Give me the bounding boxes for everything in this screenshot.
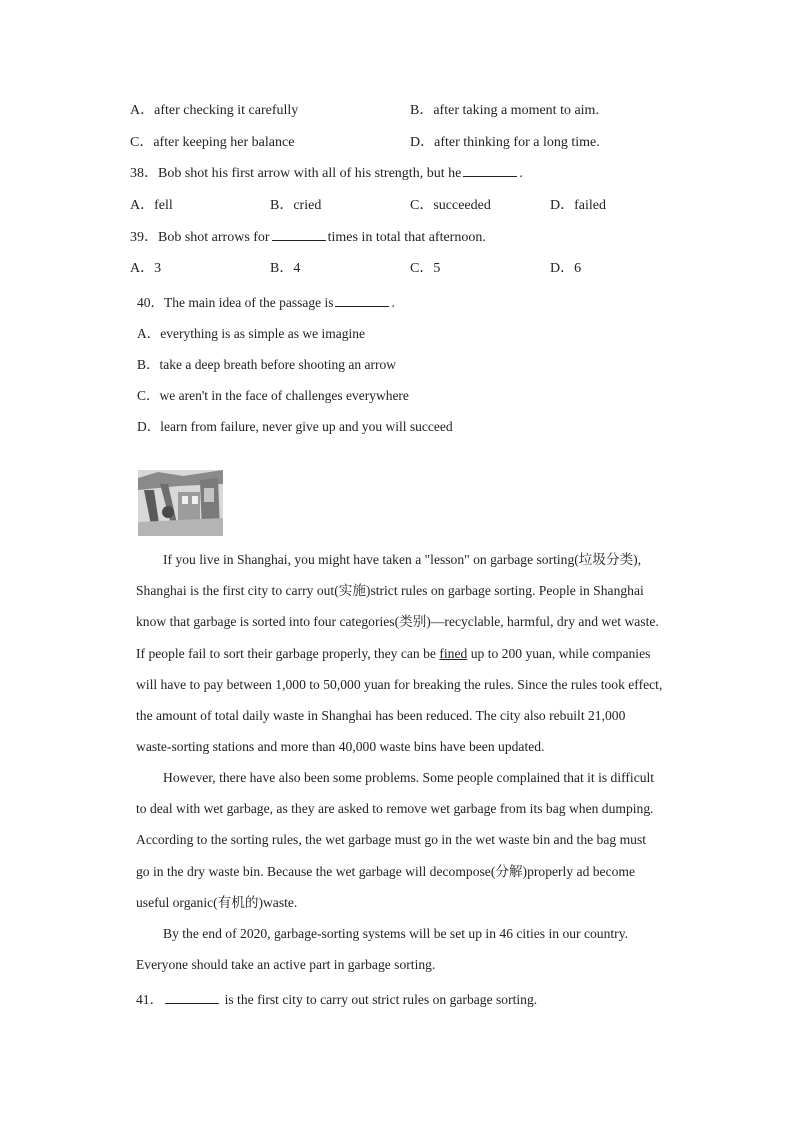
passage-paragraph-3 xyxy=(136,918,666,980)
passage-line: According to the sorting rules, the wet garbage must go in the wet waste bin and the bag must xyxy=(136,832,647,848)
passage-line: useful organic(有机的)waste. xyxy=(136,894,298,910)
underlined-word-fined: fined xyxy=(439,645,468,661)
passage-line: If you live in Shanghai, you might have taken a "lesson" on garbage sorting(垃圾分类), xyxy=(163,552,642,567)
garbage-sorting-photo xyxy=(138,470,223,536)
passage-line: Shanghai is the first city to carry out(实施)strict rules on garbage sorting. People in Shanghai xyxy=(136,583,644,599)
answer-blank xyxy=(335,294,389,307)
q38-option-c: C．succeeded xyxy=(410,198,491,213)
passage-line: However, there have also been some problems. Some people complained that it is difficult xyxy=(163,770,655,785)
q39-stem-text: 39．Bob shot arrows for xyxy=(130,230,270,245)
q39-option-b: B．4 xyxy=(270,261,301,276)
passage-line: will have to pay between 1,000 to 50,000 yuan for breaking the rules. Since the rules took effect, xyxy=(136,676,663,692)
q38-stem xyxy=(130,162,523,182)
q38-option-d: D．failed xyxy=(550,198,606,213)
passage-line: By the end of 2020, garbage-sorting systems will be set up in 46 cities in our country. xyxy=(163,926,629,941)
passage-line: go in the dry waste bin. Because the wet garbage will decompose(分解)properly ad become xyxy=(136,863,636,879)
q37-option-a: A．after checking it carefully xyxy=(130,103,299,118)
q40-option-b: B．take a deep breath before shooting an arrow xyxy=(137,357,397,372)
q40-stem-end: . xyxy=(391,295,395,310)
q37-option-b: B．after taking a moment to aim. xyxy=(410,103,599,118)
q40-stem-text: 40．The main idea of the passage is xyxy=(137,295,334,310)
passage-line: to deal with wet garbage, as they are asked to remove wet garbage from its bag when dumping. xyxy=(136,801,654,817)
q39-stem-end: times in total that afternoon. xyxy=(327,230,486,245)
answer-blank xyxy=(165,991,219,1004)
q38-stem-text: 38．Bob shot his first arrow with all of his strength, but he xyxy=(130,166,462,181)
answer-blank xyxy=(272,228,326,241)
passage-line xyxy=(136,638,666,669)
q41-stem xyxy=(136,988,537,1008)
passage-line: Everyone should take an active part in garbage sorting. xyxy=(136,957,436,973)
passage-line: the amount of total daily waste in Shanghai has been reduced. The city also rebuilt 21,000 xyxy=(136,708,626,724)
q38-stem-end: . xyxy=(519,166,523,181)
answer-blank xyxy=(463,164,517,177)
q38-option-a: A．fell xyxy=(130,198,173,213)
q40-option-d: D．learn from failure, never give up and you will succeed xyxy=(137,419,453,434)
passage-text: up to 200 yuan, while companies xyxy=(470,645,651,661)
passage-text: If people fail to sort their garbage properly, they can be xyxy=(136,645,436,661)
photo-image xyxy=(138,470,223,536)
q38-option-b: B．cried xyxy=(270,198,322,213)
passage-paragraph-1 xyxy=(136,544,666,762)
q39-option-d: D．6 xyxy=(550,261,582,276)
q41-stem-text: is the first city to carry out strict rules on garbage sorting. xyxy=(224,992,538,1007)
passage-line: waste-sorting stations and more than 40,000 waste bins have been updated. xyxy=(136,739,545,755)
q40-option-a: A．everything is as simple as we imagine xyxy=(137,326,365,341)
q39-option-c: C．5 xyxy=(410,261,441,276)
q37-option-d: D．after thinking for a long time. xyxy=(410,135,600,150)
q40-option-c: C．we aren't in the face of challenges everywhere xyxy=(137,388,409,403)
q39-option-a: A．3 xyxy=(130,261,162,276)
q37-option-c: C．after keeping her balance xyxy=(130,135,295,150)
passage-paragraph-2 xyxy=(136,762,666,918)
passage-line: know that garbage is sorted into four categories(类别)—recyclable, harmful, dry and wet waste. xyxy=(136,614,659,630)
q41-number: 41． xyxy=(136,992,164,1007)
q39-stem xyxy=(130,226,486,246)
q40-stem xyxy=(137,291,395,311)
